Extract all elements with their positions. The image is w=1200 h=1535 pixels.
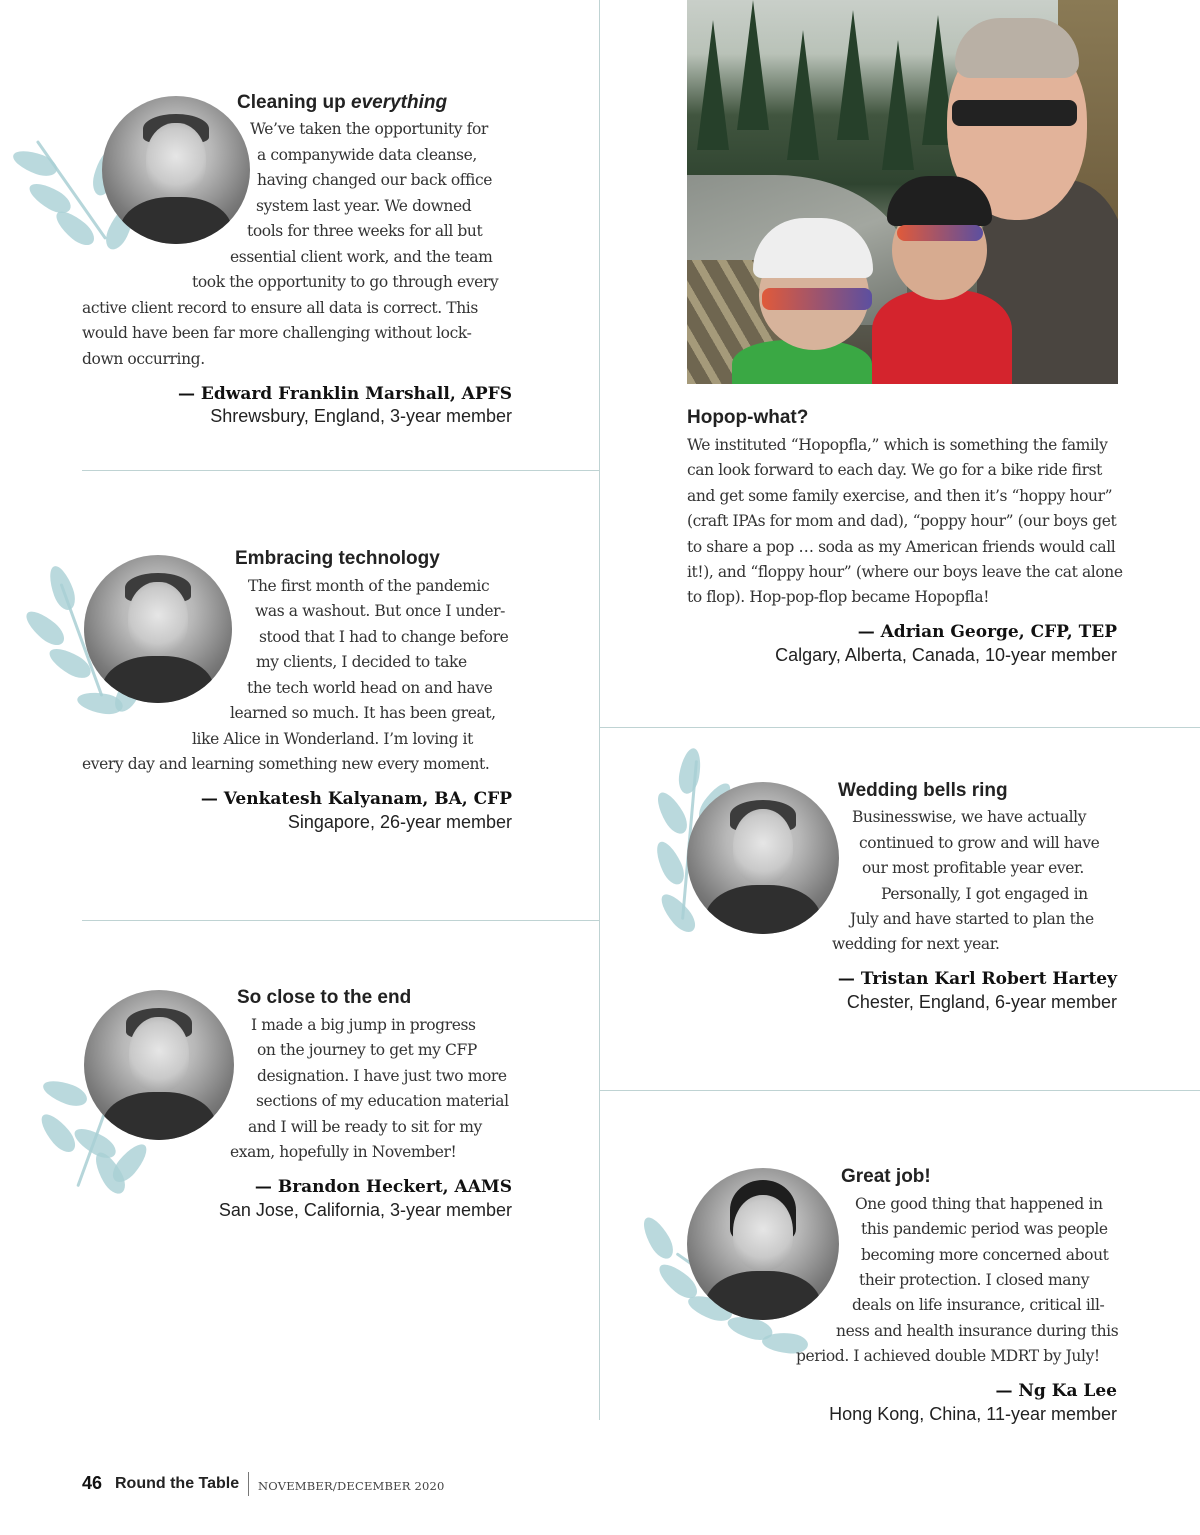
body-line: my clients, I decided to take xyxy=(256,653,467,671)
author-location: San Jose, California, 3-year member xyxy=(218,1200,512,1220)
body-line: having changed our back office xyxy=(257,171,493,189)
body-line: it!), and “floppy hour” (where our boys leave the cat alone xyxy=(687,563,1123,581)
body-line: to flop). Hop-pop-flop became Hopopfla! xyxy=(687,588,990,606)
author-attribution: — Brandon Heckert, AAMS xyxy=(254,1177,512,1197)
body-line: took the opportunity to go through every xyxy=(192,273,499,291)
author-photo xyxy=(102,96,250,244)
body-line: to share a pop … soda as my American friends would call xyxy=(687,538,1116,556)
article-heading: So close to the end xyxy=(237,987,412,1008)
author-attribution: — Adrian George, CFP, TEP xyxy=(857,622,1117,642)
author-location: Hong Kong, China, 11-year member xyxy=(829,1404,1117,1424)
body-line: the tech world head on and have xyxy=(247,679,493,697)
article-heading: Great job! xyxy=(841,1166,931,1187)
author-attribution: — Ng Ka Lee xyxy=(995,1381,1117,1401)
article-heading: Wedding bells ring xyxy=(838,780,1008,801)
body-line: (craft IPAs for mom and dad), “poppy hour” (our boys get xyxy=(687,512,1117,530)
body-line: stood that I had to change before xyxy=(259,628,509,646)
column-divider xyxy=(599,0,600,1420)
body-line: I made a big jump in progress xyxy=(251,1016,476,1034)
section-divider xyxy=(600,727,1200,728)
author-location: Shrewsbury, England, 3-year member xyxy=(210,406,512,426)
body-line: our most profitable year ever. xyxy=(862,859,1084,877)
body-line: like Alice in Wonderland. I’m loving it xyxy=(192,730,473,748)
body-line: every day and learning something new every moment. xyxy=(82,755,490,773)
body-line: We instituted “Hopopfla,” which is something the family xyxy=(687,436,1108,454)
article-heading: Embracing technology xyxy=(235,548,440,569)
body-line: sections of my education material xyxy=(256,1092,509,1110)
body-line: Personally, I got engaged in xyxy=(881,885,1088,903)
body-line: The first month of the pandemic xyxy=(248,577,490,595)
author-photo xyxy=(84,555,232,703)
body-line: active client record to ensure all data is correct. This xyxy=(82,299,478,317)
body-line: becoming more concerned about xyxy=(861,1246,1109,1264)
body-line: and I will be ready to sit for my xyxy=(248,1118,482,1136)
body-line: We’ve taken the opportunity for xyxy=(250,120,488,138)
page-number: 46 xyxy=(82,1473,103,1493)
author-photo xyxy=(687,1168,839,1320)
article-heading: Cleaning up everything xyxy=(237,92,448,113)
author-attribution: — Venkatesh Kalyanam, BA, CFP xyxy=(200,789,512,809)
issue-date: NOVEMBER/DECEMBER 2020 xyxy=(258,1479,445,1493)
body-line: tools for three weeks for all but xyxy=(247,222,483,240)
body-line: down occurring. xyxy=(82,350,205,368)
body-line: continued to grow and will have xyxy=(859,834,1100,852)
body-line: designation. I have just two more xyxy=(257,1067,507,1085)
body-line: wedding for next year. xyxy=(832,935,1000,953)
body-line: exam, hopefully in November! xyxy=(230,1143,457,1161)
body-line: learned so much. It has been great, xyxy=(230,704,496,722)
author-location: Chester, England, 6-year member xyxy=(846,992,1117,1012)
author-photo xyxy=(84,990,234,1140)
body-line: essential client work, and the team xyxy=(230,248,493,266)
family-photo xyxy=(687,0,1118,384)
body-line: can look forward to each day. We go for a bike ride first xyxy=(687,461,1102,479)
body-line: period. I achieved double MDRT by July! xyxy=(796,1347,1100,1365)
body-line: would have been far more challenging without lock- xyxy=(82,324,472,342)
section-divider xyxy=(600,1090,1200,1091)
article-heading: Hopop-what? xyxy=(687,407,809,428)
body-line: One good thing that happened in xyxy=(855,1195,1103,1213)
body-line: ness and health insurance during this xyxy=(836,1322,1119,1340)
body-line: and get some family exercise, and then it’s “hoppy hour” xyxy=(687,487,1113,505)
body-line: July and have started to plan the xyxy=(850,910,1094,928)
author-location: Singapore, 26-year member xyxy=(287,812,512,832)
footer-separator xyxy=(248,1472,249,1496)
body-line: deals on life insurance, critical ill- xyxy=(852,1296,1105,1314)
body-line: a companywide data cleanse, xyxy=(257,146,477,164)
body-line: on the journey to get my CFP xyxy=(257,1041,477,1059)
magazine-title: Round the Table xyxy=(115,1475,240,1492)
body-line: this pandemic period was people xyxy=(861,1220,1108,1238)
author-attribution: — Edward Franklin Marshall, APFS xyxy=(177,384,512,404)
author-attribution: — Tristan Karl Robert Hartey xyxy=(837,969,1117,989)
body-line: system last year. We downed xyxy=(256,197,472,215)
section-divider xyxy=(82,470,600,471)
body-line: was a washout. But once I under- xyxy=(255,602,505,620)
body-line: their protection. I closed many xyxy=(859,1271,1090,1289)
author-location: Calgary, Alberta, Canada, 10-year member xyxy=(775,645,1117,665)
author-photo xyxy=(687,782,839,934)
section-divider xyxy=(82,920,600,921)
body-line: Businesswise, we have actually xyxy=(852,808,1087,826)
